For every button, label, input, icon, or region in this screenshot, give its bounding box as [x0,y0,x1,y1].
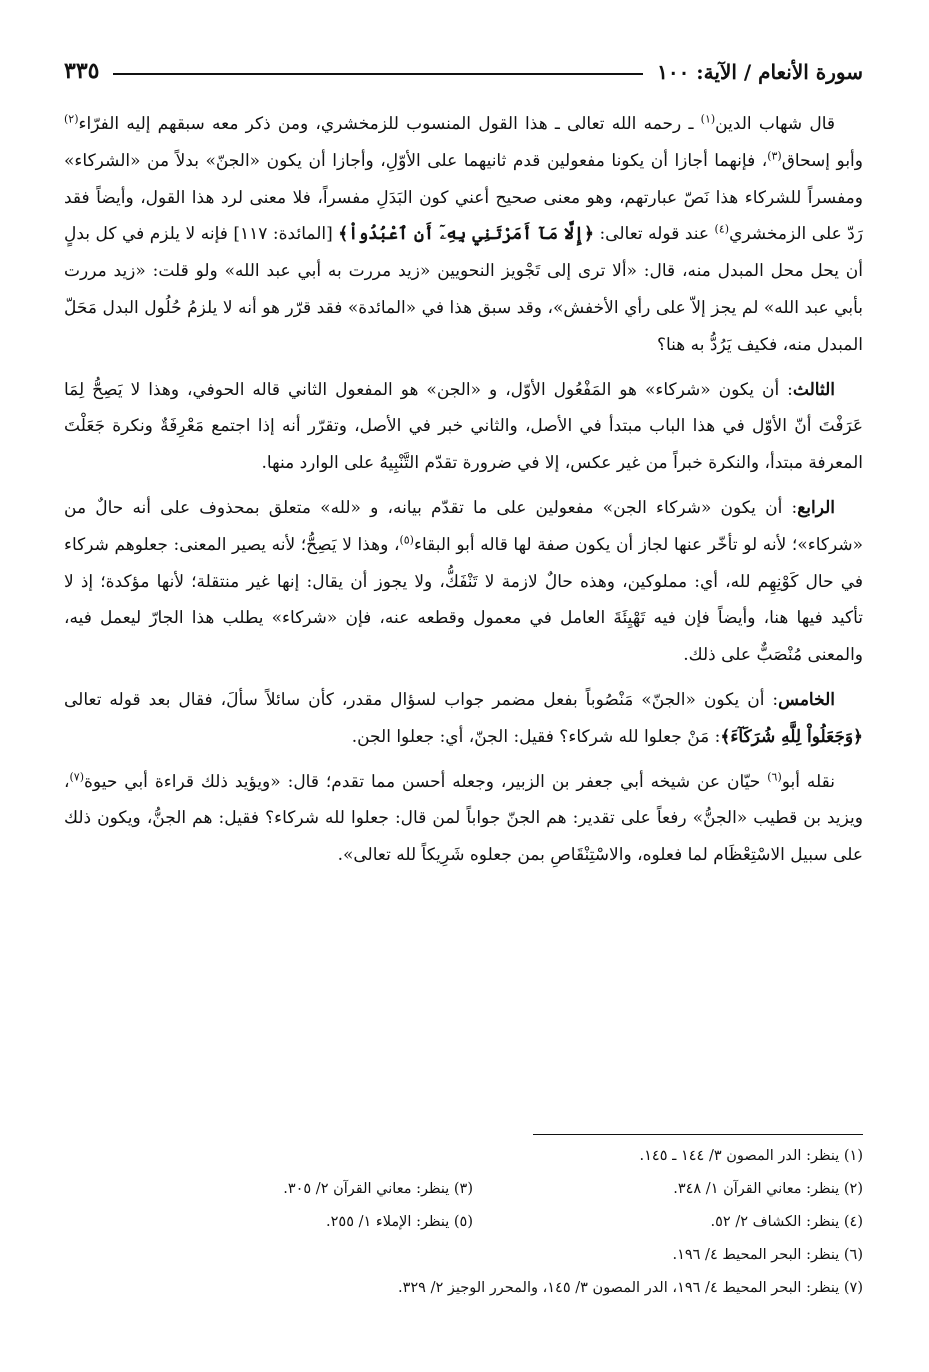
footnote-ref[interactable]: (١) [700,112,716,126]
paragraph: الخامس: أن يكون «الجنّ» مَنْصُوباً بفعل مضمر جواب لسؤال مقدر، كأن سائلاً سألَ، فقال بعد قوله تعالى ﴿وَجَعَلُواْ لِلَّهِ شُرَكَآءَ﴾: مَنْ جعلوا لله شركاء؟ فقيل: الجنّ، أي: جعلوا الجن. [64,689,863,747]
paragraph: نقله أبو$^{(٦)}$ حيّان عن شيخه أبي جعفر بن الزبير، وجعله أحسن مما تقدم؛ قال: «ويؤيد ذلك قراءة أبي حيوة$^{(٧)}$، ويزيد بن قطيب «الجنُّ» رفعاً على تقدير: هم الجنّ جواباً لمن قال: جعلوا لله شركاء؟ فقيل: هم الجنُّ، ويكون ذلك على سبيل الاسْتِعْظَام لما فعلوه، والاسْتِنْقَاصِ بمن جعلوه شَرِيكاً لله تعالى». [64,769,863,866]
footnote-row [64,1272,863,1305]
section-lead: الرابع [797,497,835,518]
footnote: (٣) ينظر: معاني القرآن ٢/ ٣٠٥. [283,1181,473,1197]
footnote: (١) ينظر: الدر المصون ٣/ ١٤٤ ـ ١٤٥. [639,1148,863,1164]
footnote: (٥) ينظر: الإملاء ١/ ٢٥٥. [326,1214,473,1230]
footnotes [64,1140,863,1305]
footnote: (٦) ينظر: البحر المحيط ٤/ ١٩٦. [672,1247,863,1263]
footnote-ref[interactable]: (٢) [64,112,79,126]
quran-verse: ﴿إِلَّا مَآ أَمَرْتَنِي بِهِۦٓ أَنِ ٱعْبُدُواْ﴾ [338,224,594,245]
footnote-row [64,1239,863,1272]
footnote-ref[interactable]: (٦) [767,769,782,783]
footnote-ref[interactable]: (٧) [69,769,85,783]
paragraph: الثالث: أن يكون «شركاء» هو المَفْعُول الأوّل، و «الجن» هو المفعول الثاني قاله الحوفي، وهذا لا يَصِحُّ لِمَا عَرَفْتَ أنّ الأوّل في هذا الباب مبتدأ في الأصل، والثاني خبر في الأصل، وتقرّر أنه إذا اجتمع مَعْرِفَةٌ ونكرة جَعَلْتَ المعرفة مبتدأ، والنكرة خبراً من غير عكس، إلا في ضرورة تقدّم التَّنْبِيهُ على الوارد منها. [64,379,863,474]
footnote: (٧) ينظر: البحر المحيط ٤/ ١٩٦، الدر المصون ٣/ ١٤٥، والمحرر الوجيز ٢/ ٣٢٩. [398,1280,863,1296]
section-lead: الخامس [778,689,835,710]
header-rule [113,73,643,75]
running-title: سورة الأنعام / الآية: ١٠٠ [657,60,863,84]
section-lead: الثالث [792,379,835,400]
footnote-ref[interactable]: (٣) [767,149,782,163]
footnote-row [64,1140,863,1173]
paragraph: قال شهاب الدين$^{(١)}$ ـ رحمه الله تعالى ـ هذا القول المنسوب للزمخشري، ومن ذكر معه سبقهم إليه الفرّاء$^{(٢)}$ وأبو إسحاق$^{(٣)}$، فإنهما أجازا أن يكونا مفعولين قدم ثانيهما على الأوّلِ، وأجازا أن يكون «الجنّ» بدلاً من «الشركاء» ومفسراً للشركاء هذا نَصّ عبارتهم، وهو معنى صحيح أعني كون البَدَلِ مفسراً، فلا معنى لرد هذا القول، وأيضاً فقد رَدّ على الزمخشري$^{(٤)}$ عند قوله تعالى: ﴿إِلَّا مَآ أَمَرْتَنِي بِهِۦٓ أَنِ ٱعْبُدُواْ﴾ [المائدة: ١١٧] فإنه لا يلزم في كل بدلٍ أن يحل محل المبدل منه، قال: «ألا ترى إلى تَجْويز النحويين «زيد مررت به أبي عبد الله» ولو قلت: «زيد مررت بأبي عبد الله» لم يجز إلاّ على رأي الأخفش»، وقد سبق هذا في «المائدة» فقد قرّر هو أنه لا يلزمُ حُلُول البدل مَحَلّ المبدل منه، فكيف يَرُدُّ به هنا؟ [64,112,863,355]
footnote-ref[interactable]: (٥) [399,533,414,547]
page-number: ٣٣٥ [64,58,100,84]
main-text [64,106,863,882]
paragraph: الرابع: أن يكون «شركاء الجن» مفعولين على ما تقدّم بيانه، و «لله» متعلق بمحذوف على أنه حالٌ من «شركاء»؛ لأنه لو تأخّر عنها لجاز أن يكون صفة لها قاله أبو البقاء$^{(٥)}$، وهذا لا يَصِحُّ؛ لأنه يصير المعنى: جعلوهم شركاء في حال كَوْنِهِم لله، أي: مملوكين، وهذه حالٌ لازمة لا تَنْفَكُّ، ولا يجوز أن يقال: إنها غير منتقلة؛ لأنها مؤكدة؛ إذ لا تأكيد فيها هنا، وأيضاً فإن فيه تَهْيِئَةَ العامل في معمول وقطعه عنه، فإن «شركاء» يطلب هذا الجارّ ليعمل فيه، والمعنى مُنْصَبٌّ على ذلك. [64,497,863,666]
footnote: (٤) ينظر: الكشاف ٢/ ٥٢. [710,1214,863,1230]
quran-verse: ﴿وَجَعَلُواْ لِلَّهِ شُرَكَآءَ﴾ [720,726,863,747]
footnote-row [64,1206,863,1239]
footnote-ref[interactable]: (٤) [714,222,730,236]
footnote-divider [533,1134,863,1135]
footnote-row [64,1173,863,1206]
footnote: (٢) ينظر: معاني القرآن ١/ ٣٤٨. [673,1181,863,1197]
page-header [64,38,863,84]
